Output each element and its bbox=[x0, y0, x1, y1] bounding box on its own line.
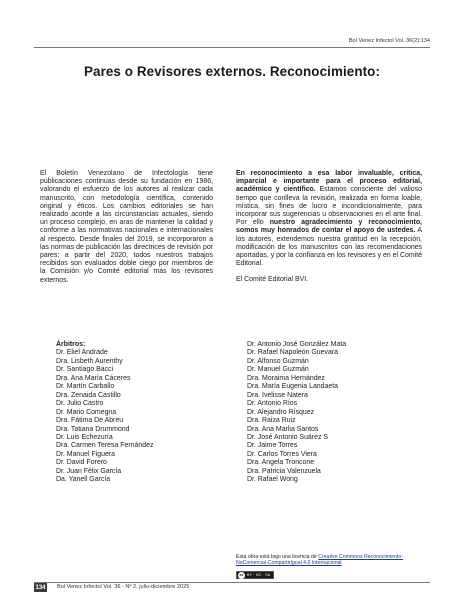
recognition-text-2: A los autores, extendemos nuestra gratitud en la recepción, modificación de los manuscritos con las recomendaciones aportadas, y por la confianza en los revisores y en el Comité Editorial. bbox=[236, 227, 423, 268]
list-item: Dra. Fátima De Abreu bbox=[56, 417, 124, 425]
list-item: Dra. Ana María Cáceres bbox=[56, 374, 131, 382]
list-item: Dra. Ana Marlia Santos bbox=[247, 425, 319, 433]
list-item: Dr. Manuel Figuera bbox=[56, 450, 115, 458]
list-item: Dr. Juan Félix García bbox=[56, 467, 122, 475]
list-item: Dra. Lisbeth Aurenthy bbox=[56, 357, 123, 365]
list-item: Dr. Eliel Andrade bbox=[56, 349, 108, 357]
list-item: Dr. José Antonio Suárez S bbox=[247, 433, 328, 441]
license-notice bbox=[236, 554, 416, 567]
recognition-text-1: Estamos consciente del valioso tiempo que conlleva la revisión, realizada en forma loable, mística, sin fines de lucro e incondicionalmente, para incorporar sus sugerencias u observaciones en el arte final. Por ello bbox=[236, 186, 422, 227]
list-item: Dr. David Forero bbox=[56, 459, 107, 467]
arbitros-title: Árbitros: bbox=[56, 341, 86, 348]
intro-paragraph: El Boletín Venezolano de Infectología tiene publicaciones continuas desde su fundación en 1986, valorando el esfuerzo de los autores al realizar cada manuscrito, con metodología científica, contenido original y éticos. Los cambios editoriales se han realizado acorde a las circunstancias actuales, siendo un proceso complejo, en aras de mantener la calidad y conforme a las normativas nacionales e internacionales al respecto. Desde finales del 2019, se incorporaron a las normas de publicación las directrices de revisión por pares; a partir del 2020, todos nuestros trabajos recibidos son evaluados doble ciego por miembros de la Comisión y/o Comité editorial más los revisores externos. bbox=[40, 170, 213, 284]
list-item: Dra. Moraima Hernández bbox=[247, 374, 325, 382]
header-journal-ref: Bol Venez Infectol Vol. 36(2):134 bbox=[348, 38, 430, 44]
list-item: Dr. Luis Echezuría bbox=[56, 433, 113, 441]
page-number: 134 bbox=[35, 585, 46, 591]
footer-rule bbox=[34, 582, 430, 583]
cc-license-badge[interactable] bbox=[236, 571, 274, 579]
list-item: Dr. Antonio Ríos bbox=[247, 400, 298, 408]
arbitros-list-right bbox=[247, 341, 346, 485]
list-item: Dr. Mario Comegna bbox=[56, 408, 117, 416]
list-item: Dr. Antonio José González Mata bbox=[247, 341, 347, 348]
list-item: Dr. Rafael Wong bbox=[247, 476, 298, 484]
list-item: Dr. Alfonso Guzmán bbox=[247, 357, 309, 365]
cc-badge-text: BY · NC · SA bbox=[247, 573, 271, 577]
signature: El Comité Editorial BVI. bbox=[236, 276, 309, 284]
list-item: Dra. Carmen Teresa Fernández bbox=[56, 442, 154, 450]
list-item: Da. Yanell García bbox=[56, 476, 111, 484]
footer-journal-ref: Bol Venez Infectol Vol. 36 - Nº 2, julio-diciembre 2025 bbox=[57, 584, 190, 590]
page-title: Pares o Revisores externos. Reconocimiento: bbox=[83, 64, 381, 79]
recognition-bold-1: En reconocimiento a esa labor invaluable, crítica, imparcial e importante para el proceso editorial, académico y científico. bbox=[236, 170, 422, 194]
list-item: Dr. Rafael Napoleón Guevara bbox=[247, 349, 339, 357]
list-item: Dr. Julio Castro bbox=[56, 400, 104, 408]
list-item: Dra. Raiza Ruiz bbox=[247, 417, 296, 425]
right-column bbox=[236, 170, 422, 285]
recognition-bold-2: nuestro agradecimiento y reconocimiento, somos muy honrados de contar el apoyo de ustedes. bbox=[236, 219, 422, 235]
list-item: Dra. Ivelisse Natera bbox=[247, 391, 308, 399]
list-item: Dr. Carlos Torres Viera bbox=[247, 450, 317, 458]
list-item: Dr. Santiago Bacci bbox=[56, 366, 114, 374]
list-item: Dra. María Eugenia Landaeta bbox=[247, 383, 339, 391]
recognition-paragraph bbox=[236, 170, 422, 268]
license-link[interactable]: Creative Commons Reconocimiento-NoComercial-CompartirIgual 4.0 Internacional bbox=[236, 554, 403, 567]
list-item: Dra. Zenaida Castillo bbox=[56, 391, 121, 399]
list-item: Dra. Tatiana Drummond bbox=[56, 425, 130, 433]
license-prefix: Esta obra está bajo una licencia de bbox=[236, 554, 319, 560]
list-item: Dr. Jaime Torres bbox=[247, 442, 298, 450]
cc-icon: cc bbox=[239, 573, 244, 577]
list-item: Dr. Martín Carballo bbox=[56, 383, 115, 391]
header-rule bbox=[34, 47, 430, 48]
list-item: Dra. Patricia Valenzuela bbox=[247, 467, 321, 475]
list-item: Dr. Alejandro Rísquez bbox=[247, 408, 315, 416]
left-column bbox=[40, 170, 213, 285]
list-item: Dra. Angela Troncone bbox=[247, 459, 315, 467]
arbitros-list-left bbox=[56, 341, 153, 485]
list-item: Dr. Manuel Guzmán bbox=[247, 366, 309, 374]
